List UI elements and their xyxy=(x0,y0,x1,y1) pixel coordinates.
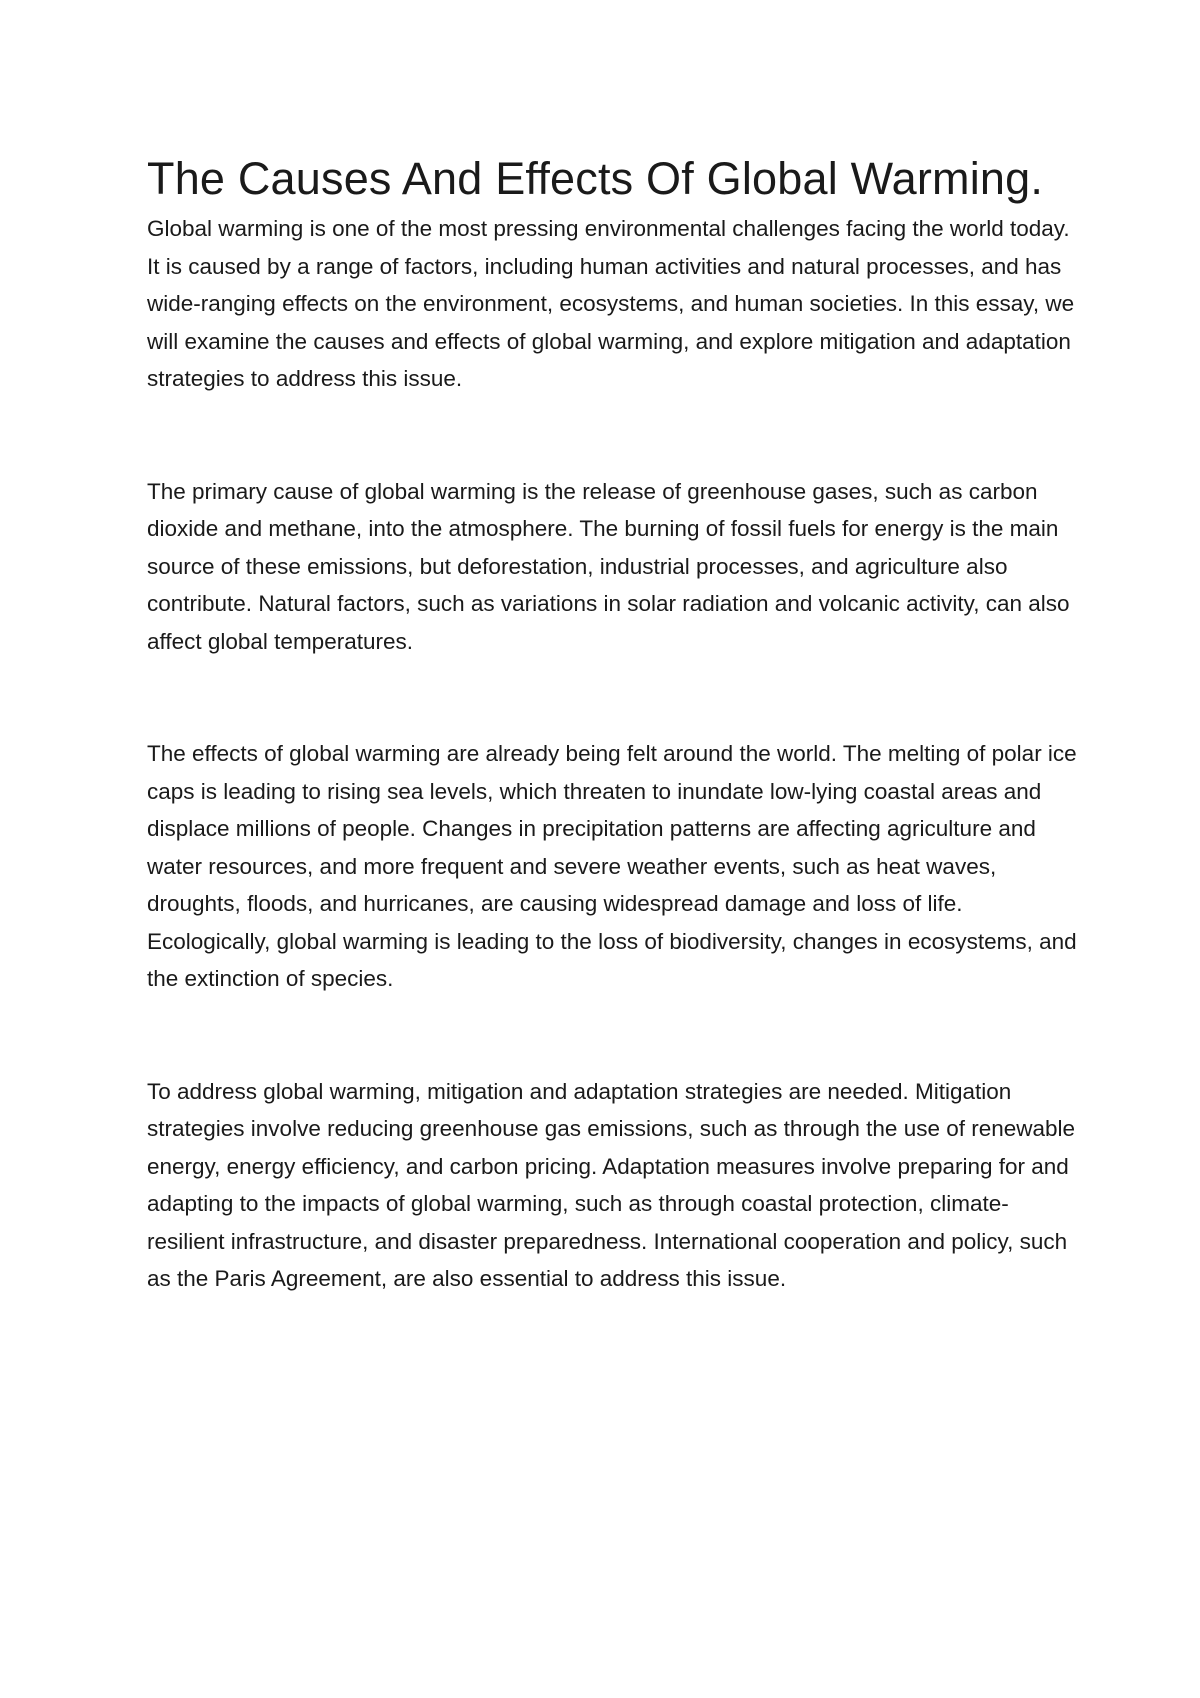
paragraph-strategies: To address global warming, mitigation and adaptation strategies are needed. Mitigation strategies involve reducing greenhouse gas emissions, such as through the use of renewable energy, energy efficiency, and carbon pricing. Adaptation measures involve preparing for and adapting to the impacts of global warming, such as through coastal protection, climate-resilient infrastructure, and disaster preparedness. International cooperation and policy, such as the Paris Agreement, are also essential to address this issue. xyxy=(147,1078,1076,1291)
document-title: The Causes And Effects Of Global Warming. xyxy=(147,153,1044,204)
paragraph-effects: The effects of global warming are already being felt around the world. The melting of polar ice caps is leading to rising sea levels, which threaten to inundate low-lying coastal areas and displace millions of people. Changes in precipitation patterns are affecting agriculture and water resources, and more frequent and severe weather events, such as heat waves, droughts, floods, and hurricanes, are causing widespread damage and loss of life. Ecologically, global warming is leading to the loss of biodiversity, changes in ecosystems, and the extinction of species. xyxy=(147,741,1077,991)
document-body xyxy=(147,150,1077,1298)
paragraph-introduction: Global warming is one of the most pressing environmental challenges facing the world today. It is caused by a range of factors, including human activities and natural processes, and has wide-ranging effects on the environment, ecosystems, and human societies. In this essay, we will examine the causes and effects of global warming, and explore mitigation and adaptation strategies to address this issue. xyxy=(147,216,1075,391)
paragraph-causes: The primary cause of global warming is the release of greenhouse gases, such as carbon dioxide and methane, into the atmosphere. The burning of fossil fuels for energy is the main source of these emissions, but deforestation, industrial processes, and agriculture also contribute. Natural factors, such as variations in solar radiation and volcanic activity, can also affect global temperatures. xyxy=(147,478,1070,654)
